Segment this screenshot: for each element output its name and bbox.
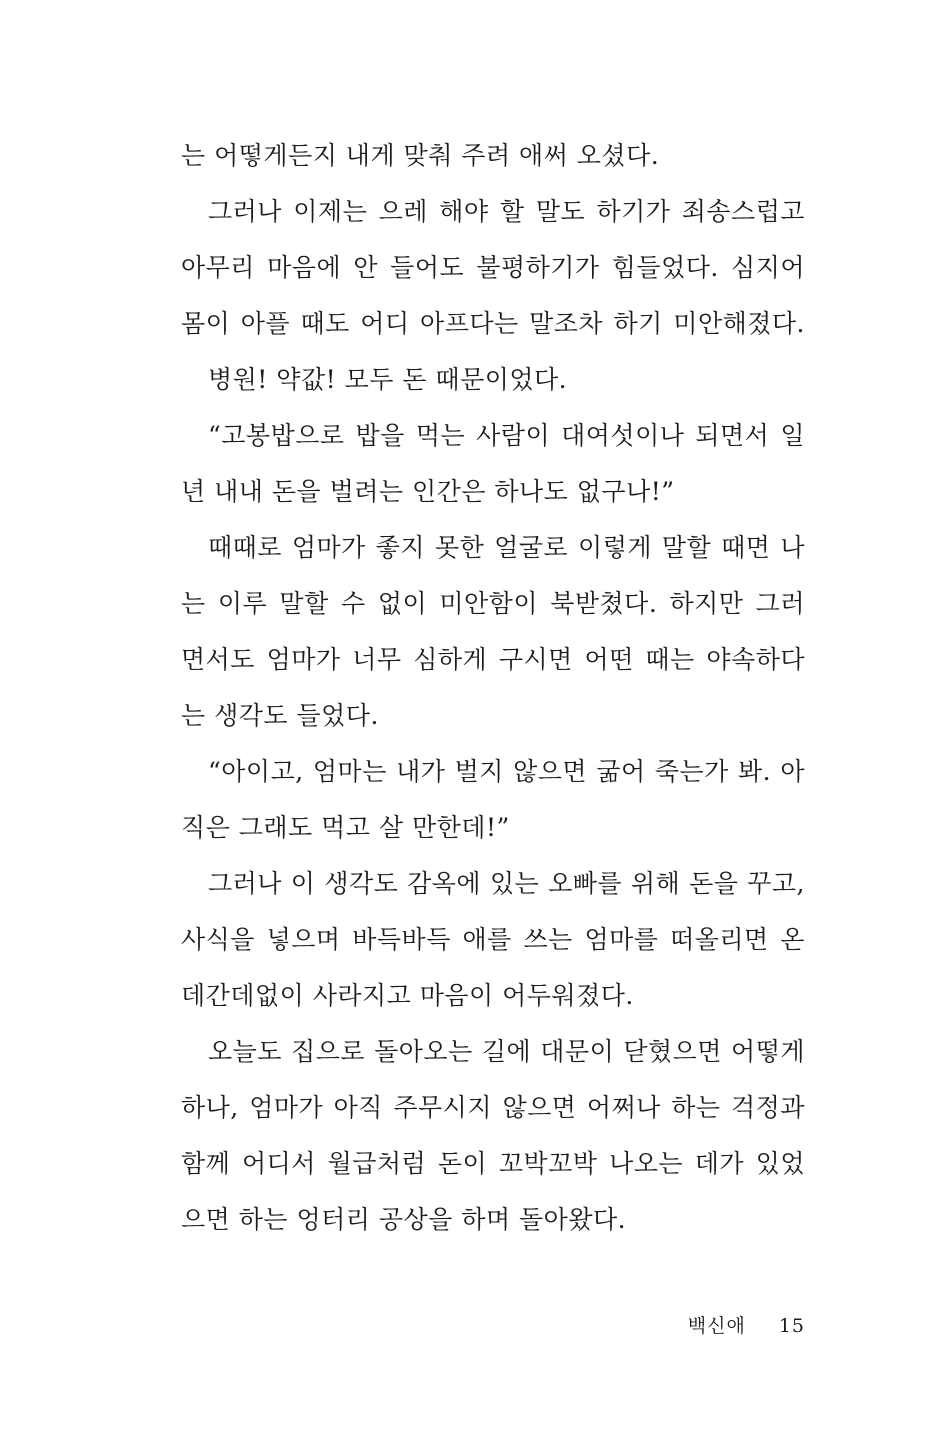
text-line: “아이고, 엄마는 내가 벌지 않으면 굶어 죽는가 봐. 아 xyxy=(208,757,805,786)
text-line: “고봉밥으로 밥을 먹는 사람이 대여섯이나 되면서 일 xyxy=(208,421,805,450)
text-line: 아무리 마음에 안 들어도 불평하기가 힘들었다. 심지어 xyxy=(181,253,805,282)
page-number: 15 xyxy=(778,1315,805,1337)
text-line: 오늘도 집으로 돌아오는 길에 대문이 닫혔으면 어떻게 xyxy=(208,1037,805,1066)
page-footer xyxy=(688,1311,805,1338)
text-line: 함께 어디서 월급처럼 돈이 꼬박꼬박 나오는 데가 있었 xyxy=(181,1149,805,1178)
text-line: 직은 그래도 먹고 살 만한데!” xyxy=(181,813,510,842)
text-line: 사식을 넣으며 바득바득 애를 쓰는 엄마를 떠올리면 온 xyxy=(181,925,805,954)
text-line: 으면 하는 엉터리 공상을 하며 돌아왔다. xyxy=(181,1205,627,1234)
text-line: 데간데없이 사라지고 마음이 어두워졌다. xyxy=(181,981,634,1010)
text-line: 때때로 엄마가 좋지 못한 얼굴로 이렇게 말할 때면 나 xyxy=(208,533,805,562)
text-line: 그러나 이제는 으레 해야 할 말도 하기가 죄송스럽고 xyxy=(208,197,805,226)
text-line: 하나, 엄마가 아직 주무시지 않으면 어쩌나 하는 걱정과 xyxy=(181,1093,805,1122)
text-line: 면서도 엄마가 너무 심하게 구시면 어떤 때는 야속하다 xyxy=(181,645,805,674)
text-line: 는 생각도 들었다. xyxy=(181,701,379,730)
text-line: 병원! 약값! 모두 돈 때문이었다. xyxy=(208,365,568,394)
text-line: 몸이 아플 때도 어디 아프다는 말조차 하기 미안해졌다. xyxy=(181,309,805,338)
body-text xyxy=(181,138,805,1258)
text-line: 는 이루 말할 수 없이 미안함이 북받쳤다. 하지만 그러 xyxy=(181,589,805,618)
author-name: 백신애 xyxy=(687,1315,746,1337)
text-line: 년 내내 돈을 벌려는 인간은 하나도 없구나!” xyxy=(181,477,675,506)
text-line: 는 어떻게든지 내게 맞춰 주려 애써 오셨다. xyxy=(181,141,660,170)
text-line: 그러나 이 생각도 감옥에 있는 오빠를 위해 돈을 꾸고, xyxy=(208,869,805,898)
